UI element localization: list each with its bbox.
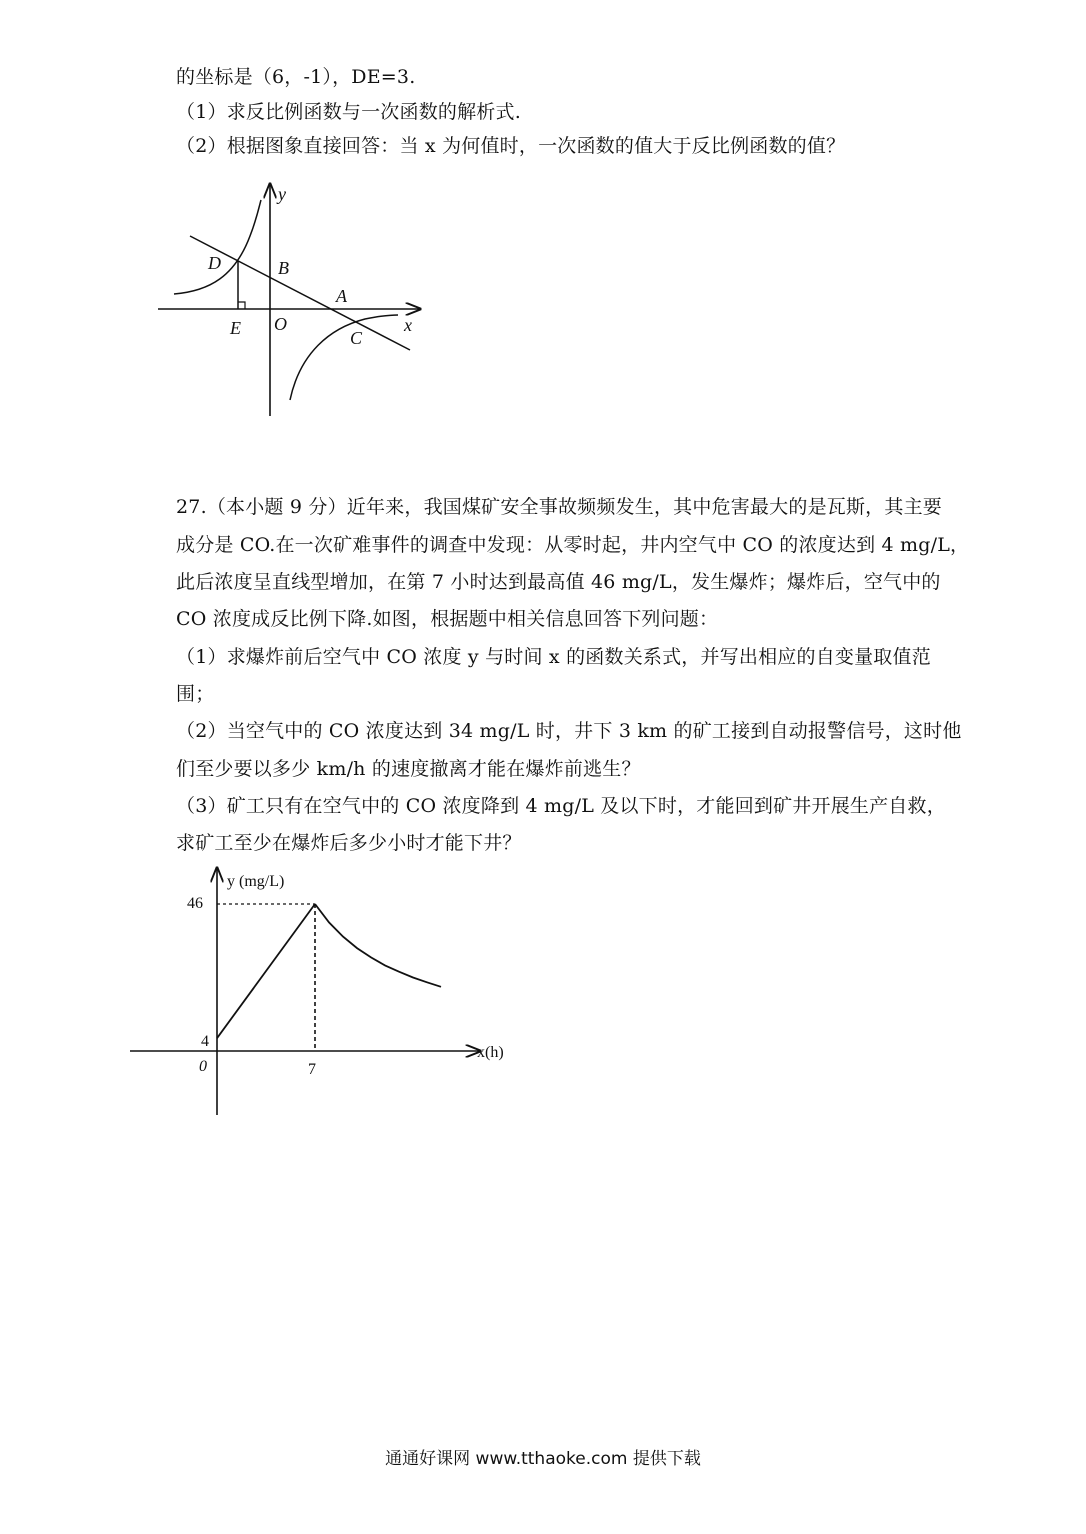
label-A: A	[336, 286, 347, 306]
q27-line-9: （3）矿工只有在空气中的 CO 浓度降到 4 mg/L 及以下时，才能回到矿井开展生产自救，	[176, 795, 946, 817]
footer: 通通好课网 www.tthaoke.com 提供下载	[385, 1449, 701, 1469]
q27-line-6: 围；	[176, 683, 215, 705]
label-O: O	[274, 314, 287, 334]
label-x: x	[404, 315, 412, 335]
series-linear	[217, 904, 315, 1038]
label-C: C	[350, 328, 363, 348]
right-angle-mark	[238, 302, 245, 309]
label-E: E	[230, 318, 241, 338]
q27-line-10: 求矿工至少在爆炸后多少小时才能下井？	[176, 832, 522, 854]
q27-line-5: （1）求爆炸前后空气中 CO 浓度 y 与时间 x 的函数关系式，并写出相应的自变量取值范	[176, 646, 931, 668]
hyperbola-branch-lower	[290, 315, 398, 400]
q27-line-7: （2）当空气中的 CO 浓度达到 34 mg/L 时，井下 3 km 的矿工接到自动报警信号，这时他	[176, 720, 962, 742]
co-concentration-chart	[125, 862, 525, 1122]
q27-line-1: 27.（本小题 9 分）近年来，我国煤矿安全事故频频发生，其中危害最大的是瓦斯，其主要	[176, 496, 942, 518]
q27-line-2: 成分是 CO.在一次矿难事件的调查中发现：从零时起，井内空气中 CO 的浓度达到 4 mg/L，	[176, 534, 970, 556]
linear-function-line	[190, 236, 410, 350]
y-axis-label: y (mg/L)	[227, 873, 285, 890]
y-tick-label-4: 4	[201, 1033, 209, 1050]
origin-label: 0	[199, 1058, 207, 1075]
label-D: D	[208, 253, 221, 273]
series-inverse	[315, 904, 441, 987]
q26-figure	[150, 178, 440, 423]
label-B: B	[278, 258, 289, 278]
label-y: y	[278, 184, 286, 204]
q27-line-3: 此后浓度呈直线型增加，在第 7 小时达到最高值 46 mg/L，发生爆炸；爆炸后，空气中的	[176, 571, 941, 593]
q26-line-2: （1）求反比例函数与一次函数的解析式.	[176, 101, 521, 123]
hyperbola-branch-upper	[174, 200, 261, 294]
q27-line-4: CO 浓度成反比例下降.如图，根据题中相关信息回答下列问题：	[176, 608, 719, 630]
q26-line-1: 的坐标是（6，-1），DE=3.	[176, 66, 416, 88]
x-tick-label-7: 7	[308, 1061, 316, 1078]
y-tick-label-46: 46	[187, 895, 203, 912]
x-axis-label: x(h)	[477, 1044, 504, 1061]
q27-line-8: 们至少要以多少 km/h 的速度撤离才能在爆炸前逃生？	[176, 758, 641, 780]
q26-line-3: （2）根据图象直接回答：当 x 为何值时，一次函数的值大于反比例函数的值？	[176, 135, 846, 157]
